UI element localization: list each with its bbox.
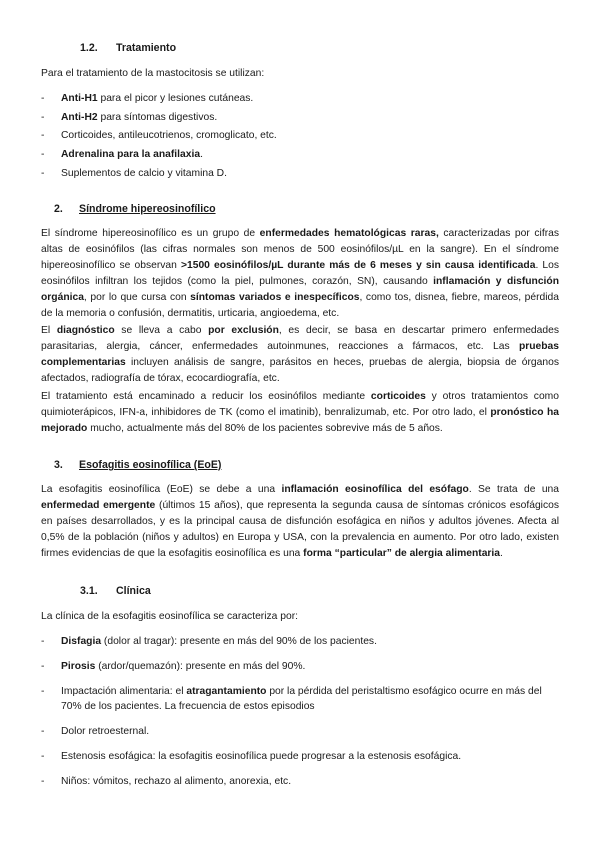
- list-item: - Estenosis esofágica: la esofagitis eosinofílica puede progresar a la estenosis esofágica.: [41, 751, 462, 762]
- list-item: - Anti-H1 para el picor y lesiones cutáneas.: [41, 93, 254, 104]
- section-heading-1-2: 1.2. Tratamiento: [80, 42, 177, 54]
- paragraph-hypereosinophilic-diagnosis: El diagnóstico se lleva a cabo por exclusión, es decir, se basa en descartar primero enfermedades parasitarias, alergia, cáncer, enfermedades autoinmunes, reacciones a fármacos, etc. Las pruebas complementarias incluyen análisis de sangre, parásitos en heces, pruebas de alergia, biopsia de órganos afectados, radiografía de tórax, ecocardiografía, etc.: [41, 325, 559, 384]
- list-item: - Suplementos de calcio y vitamina D.: [41, 168, 227, 179]
- list-item: - Pirosis (ardor/quemazón): presente en más del 90%.: [41, 661, 306, 672]
- list-item: - Dolor retroesternal.: [41, 726, 150, 737]
- list-item: - Impactación alimentaria: el atragantamiento por la pérdida del peristaltismo esofágico ocurre en más del 70% de los pacientes. La frecuencia de estos episodios: [41, 686, 542, 712]
- paragraph-hypereosinophilic-definition: El síndrome hipereosinofílico es un grupo de enfermedades hematológicas raras, caracterizadas por cifras altas de eosinófilos (las cifras normales son menos de 500 eosinófilos/µL en la sangre). En el síndrome hipereosinofílico se observan >1500 eosinófilos/µL durante más de 6 meses y sin causa identificada. Los eosinófilos infiltran los tejidos (como la piel, pulmones, corazón, SN), causando inflamación y disfunción orgánica, por lo que cursa con síntomas variados e inespecíficos, como tos, disnea, fiebre, mareos, pérdida de la memoria o confusión, dermatitis, urticaria, angioedema, etc.: [41, 228, 560, 319]
- list-item: - Niños: vómitos, rechazo al alimento, anorexia, etc.: [41, 776, 292, 787]
- paragraph-clinical-intro: La clínica de la esofagitis eosinofílica se caracteriza por:: [41, 611, 298, 622]
- list-item: - Anti-H2 para síntomas digestivos.: [41, 112, 218, 123]
- list-item: - Corticoides, antileucotrienos, cromoglicato, etc.: [41, 130, 277, 141]
- paragraph-eoe-definition: La esofagitis eosinofílica (EoE) se debe a una inflamación eosinofílica del esófago. Se trata de una enfermedad emergente (últimos 15 años), que representa la segunda causa de síntomas crónicos esofágicos en países desarrollados, y es la principal causa de disfunción esofágica en niños y adultos jóvenes. Afecta al 0,5% de la población (niños y adultos) en Europa y USA, con la prevalencia en aumento. Por otro lado, existen firmes evidencias de que la esofagitis eosinofílica es una forma “particular” de alergia alimentaria.: [41, 484, 559, 559]
- section-heading-3: 3. Esofagitis eosinofílica (EoE): [54, 459, 222, 471]
- section-heading-3-1: 3.1. Clínica: [80, 585, 151, 597]
- paragraph-hypereosinophilic-treatment: El tratamiento está encaminado a reducir los eosinófilos mediante corticoides y otros tratamientos como quimioterápicos, IFN-a, inhibidores de TK (como el imatinib), benralizumab, etc. Por otro lado, el pronóstico ha mejorado mucho, actualmente más del 80% de los pacientes sobrevive más de 5 años.: [41, 391, 559, 434]
- list-item: - Disfagia (dolor al tragar): presente en más del 90% de los pacientes.: [41, 636, 377, 647]
- section-heading-2: 2. Síndrome hipereosinofílico: [54, 203, 216, 215]
- paragraph-treatment-intro: Para el tratamiento de la mastocitosis se utilizan:: [41, 68, 265, 79]
- list-item: - Adrenalina para la anafilaxia.: [41, 149, 203, 160]
